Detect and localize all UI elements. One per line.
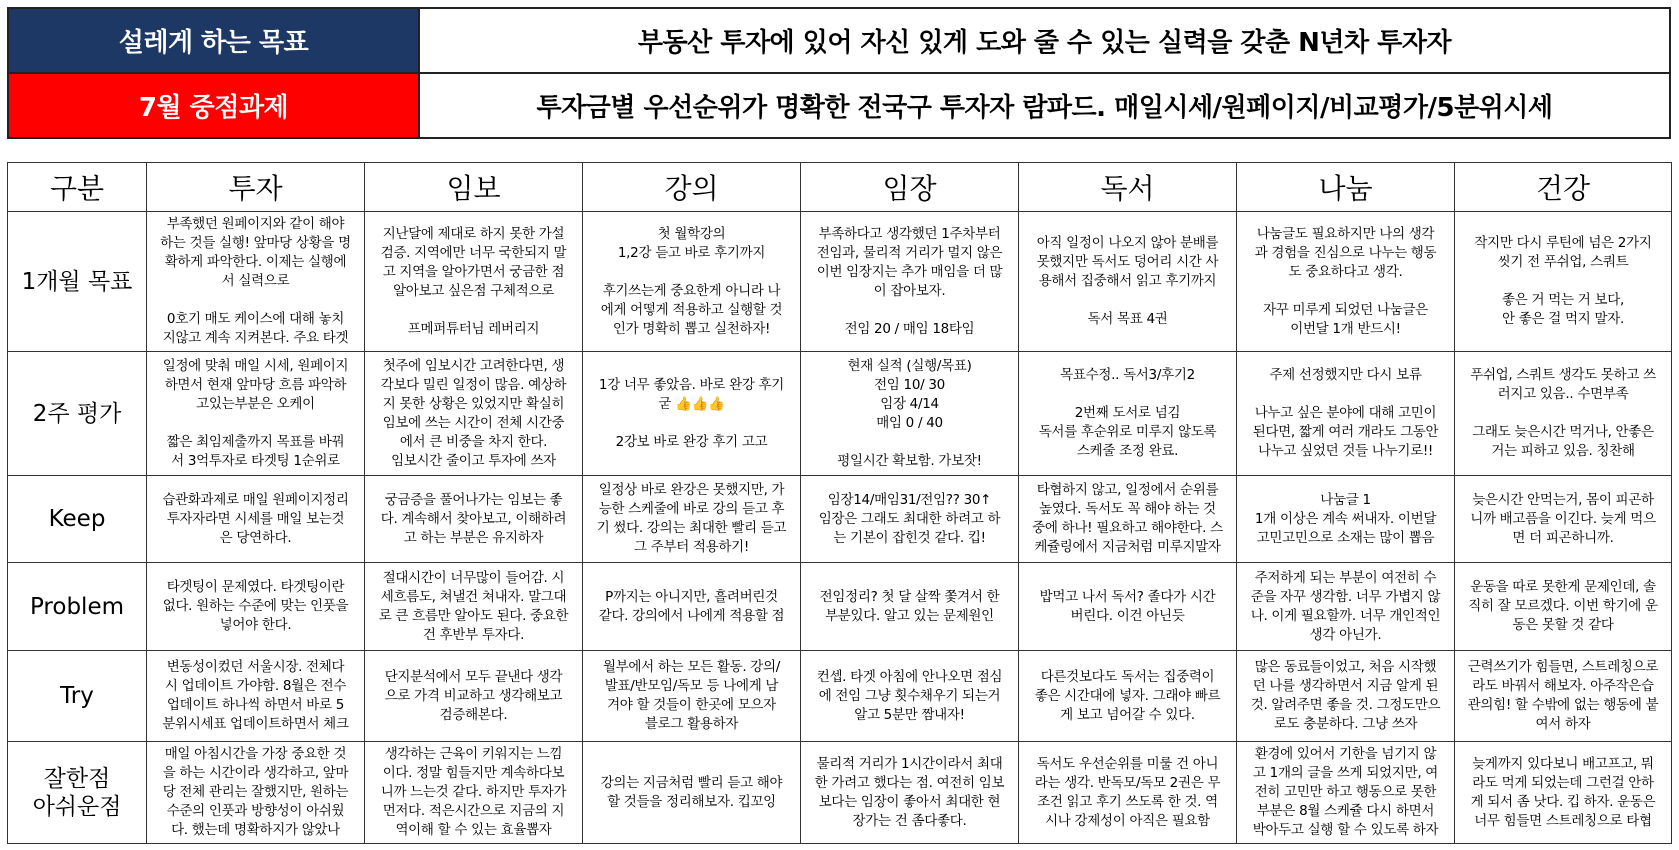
table-cell: 목표수정.. 독서3/후기2 2번째 도서로 넘김 독서를 후순위로 미루지 않도록 스케줄 조정 완료. <box>1019 352 1237 476</box>
column-header-investment: 투자 <box>147 163 365 212</box>
table-cell: 첫 월학강의 1,2강 듣고 바로 후기까지 후기쓰는게 중요한게 아니라 나 에게 어떻게 적용하고 실행할 것 인가 명확히 뽑고 실천하자! <box>583 212 801 352</box>
table-cell: 작지만 다시 루틴에 넘은 2가지 씻기 전 푸쉬업, 스쿼트 좋은 거 먹는 거 보다, 안 좋은 걸 먹지 말자. <box>1455 212 1672 352</box>
table-cell: 부족했던 원페이지와 같이 해야 하는 것들 실행! 앞마당 상황을 명 확하게 파악한다. 이제는 실행에 서 실력으로 0호기 매도 케이스에 대해 놓치 지않고 계속 지켜본다. 주요 타겟 <box>147 212 365 352</box>
task-text: 투자금별 우선순위가 명확한 전국구 투자자 람파드. 매일시세/원페이지/비교평가/5분위시세 <box>419 73 1670 138</box>
row-label: Problem <box>8 563 147 651</box>
table-cell: 현재 실적 (실행/목표) 전임 10/ 30 임장 4/14 매임 0 / 40 평일시간 확보함. 가보잣! <box>801 352 1019 476</box>
table-cell: 나눔글 1 1개 이상은 계속 써내자. 이번달 고민고민으로 소재는 많이 뽑음 <box>1237 476 1455 563</box>
row-label: 1개월 목표 <box>8 212 147 352</box>
table-cell: 나눔글도 필요하지만 나의 생각 과 경험을 진심으로 나누는 행동 도 중요하다고 생각. 자꾸 미루게 되었던 나눔글은 이번달 1개 반드시! <box>1237 212 1455 352</box>
table-cell: 컨셉. 타겟 아침에 안나오면 점심 에 전임 그냥 횟수채우기 되는거 알고 5분만 짬내자! <box>801 651 1019 742</box>
table-cell: 운동을 따로 못한게 문제인데, 솔 직히 잘 모르겠다. 이번 학기에 운 동은 못할 것 같다 <box>1455 563 1672 651</box>
table-row <box>8 352 1672 476</box>
table-cell: 타겟팅이 문제였다. 타겟팅이란 없다. 원하는 수준에 맞는 인풋을 넣어야 한다. <box>147 563 365 651</box>
table-cell: 늦게까지 있다보니 배고프고, 뭐 라도 먹게 되었는데 그런걸 안하 게 되서 좀 낫다. 킵 하자. 운동은 너무 힘들면 스트레칭으로 타협 <box>1455 742 1672 844</box>
table-row <box>8 476 1672 563</box>
table-cell: 다른것보다도 독서는 집중력이 좋은 시간대에 넣자. 그래야 빠르 게 보고 넘어갈 수 있다. <box>1019 651 1237 742</box>
table-cell: 전임정리? 첫 달 살짝 쫓겨서 한 부분있다. 알고 있는 문제원인 <box>801 563 1019 651</box>
column-header-lecture: 강의 <box>583 163 801 212</box>
table-cell: 아직 일정이 나오지 않아 분배를 못했지만 독서도 덩어리 시간 사 용해서 집중해서 읽고 후기까지 독서 목표 4권 <box>1019 212 1237 352</box>
header-table <box>7 7 1671 139</box>
task-label: 7월 중점과제 <box>8 73 419 138</box>
table-cell: 강의는 지금처럼 빨리 듣고 해야 할 것들을 정리해보자. 킵꼬잉 <box>583 742 801 844</box>
row-label: 2주 평가 <box>8 352 147 476</box>
table-cell: 독서도 우선순위를 미룰 건 아니 라는 생각. 반독모/독모 2권은 무 조건 읽고 후기 쓰도록 한 것. 역 시나 강제성이 아직은 필요함 <box>1019 742 1237 844</box>
table-row <box>8 563 1672 651</box>
column-header-sharing: 나눔 <box>1237 163 1455 212</box>
table-cell: 주저하게 되는 부분이 여전히 수 준을 자꾸 생각함. 너무 가볍지 않 나. 이게 필요할까. 너무 개인적인 생각 아닌가. <box>1237 563 1455 651</box>
table-row <box>8 651 1672 742</box>
table-cell: 일정에 맞춰 매일 시세, 원페이지 하면서 현재 앞마당 흐름 파악하 고있는부분은 오케이 짧은 최임제출까지 목표를 바꿔 서 3억투자로 타겟팅 1순위로 <box>147 352 365 476</box>
table-cell: 단지분석에서 모두 끝낸다 생각 으로 가격 비교하고 생각해보고 검증해본다. <box>365 651 583 742</box>
column-header-report: 임보 <box>365 163 583 212</box>
table-cell: 첫주에 임보시간 고려한다면, 생 각보다 밀린 일정이 많음. 예상하 지 못한 상황은 있었지만 확실히 임보에 쓰는 시간이 전체 시간중 에서 큰 비중을 차지 한다. 임보시간 줄이고 투자에 쓰자 <box>365 352 583 476</box>
table-row <box>8 742 1672 844</box>
row-label: Try <box>8 651 147 742</box>
column-header-category: 구분 <box>8 163 147 212</box>
table-cell: 밥먹고 나서 독서? 졸다가 시간 버린다. 이건 아닌듯 <box>1019 563 1237 651</box>
table-cell: 환경에 있어서 기한을 넘기지 않 고 1개의 글을 쓰게 되었지만, 여 전히 고민만 하고 행동으로 못한 부분은 8월 스케쥴 다시 하면서 박아두고 실행 할 수 있도록 하자 <box>1237 742 1455 844</box>
table-cell: 근력쓰기가 힘들면, 스트레칭으로 라도 바꿔서 해보자. 아주작은습 관의힘! 할 수밖에 없는 행동에 붙 여서 하자 <box>1455 651 1672 742</box>
table-row <box>8 212 1672 352</box>
column-header-field-visit: 임장 <box>801 163 1019 212</box>
table-cell: 푸쉬업, 스쿼트 생각도 못하고 쓰 러지고 있음.. 수면부족 그래도 늦은시간 먹거나, 안좋은 거는 피하고 있음. 칭찬해 <box>1455 352 1672 476</box>
row-label: Keep <box>8 476 147 563</box>
table-cell: 물리적 거리가 1시간이라서 최대 한 가려고 했다는 점. 여전히 임보 보다는 임장이 좋아서 최대한 현 장가는 건 좀다좋다. <box>801 742 1019 844</box>
table-cell: 궁금증을 풀어나가는 임보는 좋 다. 계속해서 찾아보고, 이해하려 고 하는 부분은 유지하자 <box>365 476 583 563</box>
column-header-reading: 독서 <box>1019 163 1237 212</box>
table-cell: 생각하는 근육이 키워지는 느낌 이다. 정말 힘들지만 계속하다보 니까 느는것 같다. 하지만 투자가 먼저다. 적은시간으로 지금의 지 역이해 할 수 있는 효율뽑자 <box>365 742 583 844</box>
table-cell: 부족하다고 생각했던 1주차부터 전임과, 물리적 거리가 멀지 않은 이번 임장지는 추가 매임을 더 많 이 잡아보자. 전임 20 / 매임 18타임 <box>801 212 1019 352</box>
goal-label: 설레게 하는 목표 <box>8 8 419 73</box>
table-cell: 1강 너무 좋았음. 바로 완강 후기 굳 👍👍👍 2강보 바로 완강 후기 고고 <box>583 352 801 476</box>
table-cell: 절대시간이 너무많이 들어감. 시 세흐름도, 쳐낼건 쳐내자. 말그대 로 큰 흐름만 알아도 된다. 중요한 건 후반부 투자다. <box>365 563 583 651</box>
table-cell: 습관화과제로 매일 원페이지정리 투자자라면 시세를 매일 보는것 은 당연하다. <box>147 476 365 563</box>
table-cell: 변동성이컸던 서울시장. 전체다 시 업데이트 가야함. 8월은 전수 업데이트 하나씩 하면서 바로 5 분위시세표 업데이트하면서 체크 <box>147 651 365 742</box>
column-header-health: 건강 <box>1455 163 1672 212</box>
table-cell: P까지는 아니지만, 흘려버린것 같다. 강의에서 나에게 적용할 점 <box>583 563 801 651</box>
table-cell: 지난달에 제대로 하지 못한 가설 검증. 지역에만 너무 국한되지 말 고 지역을 알아가면서 궁금한 점 알아보고 싶은점 구체적으로 프메퍼튜터님 레버리지 <box>365 212 583 352</box>
table-cell: 매일 아침시간을 가장 중요한 것 을 하는 시간이라 생각하고, 앞마 당 전체 관리는 잘했지만, 원하는 수준의 인풋과 방향성이 아쉬웠 다. 했는데 명확하지가 않았나 <box>147 742 365 844</box>
table-cell: 월부에서 하는 모든 활동. 강의/ 발표/반모임/독모 등 나에게 남 겨야 할 것들이 한곳에 모으자 블로그 활용하자 <box>583 651 801 742</box>
table-cell: 임장14/매임31/전임?? 30↑ 임장은 그래도 최대한 하려고 하 는 기본이 잡힌것 같다. 킵! <box>801 476 1019 563</box>
goal-text: 부동산 투자에 있어 자신 있게 도와 줄 수 있는 실력을 갖춘 N년차 투자자 <box>419 8 1670 73</box>
plan-table <box>7 162 1672 844</box>
table-cell: 일정상 바로 완강은 못했지만, 가 능한 스케줄에 바로 강의 듣고 후 기 썼다. 강의는 최대한 빨리 듣고 그 주부터 적용하기! <box>583 476 801 563</box>
table-header-row <box>8 163 1672 212</box>
table-cell: 타협하지 않고, 일정에서 순위를 높였다. 독서도 꼭 해야 하는 것 중에 하나! 필요하고 해야한다. 스 케쥴링에서 지금처럼 미루지말자 <box>1019 476 1237 563</box>
row-label: 잘한점 아쉬운점 <box>8 742 147 844</box>
table-cell: 늦은시간 안먹는거, 몸이 피곤하 니까 배고픔을 이긴다. 늦게 먹으 면 더 피곤하니까. <box>1455 476 1672 563</box>
table-cell: 많은 동료들이었고, 처음 시작했 던 나를 생각하면서 지금 알게 된 것. 알려주면 좋을 것. 그정도만으 로도 충분하다. 그냥 쓰자 <box>1237 651 1455 742</box>
table-cell: 주제 선정했지만 다시 보류 나누고 싶은 분야에 대해 고민이 된다면, 짧게 여러 개라도 그동안 나누고 싶었던 것들 나누기로!! <box>1237 352 1455 476</box>
